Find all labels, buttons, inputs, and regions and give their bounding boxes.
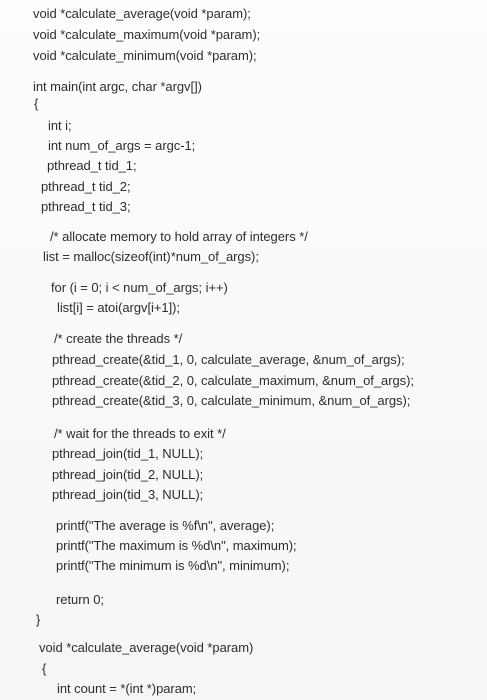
code-line: printf("The average is %f\n", average);	[56, 518, 275, 533]
code-line: void *calculate_average(void *param)	[39, 640, 254, 655]
code-line: pthread_t tid_2;	[41, 179, 131, 194]
code-line: printf("The maximum is %d\n", maximum);	[56, 538, 297, 553]
code-line: pthread_create(&tid_2, 0, calculate_maximum, &num_of_args);	[52, 373, 414, 388]
code-line: int i;	[48, 118, 72, 133]
code-line: {	[42, 661, 47, 676]
code-line: pthread_join(tid_2, NULL);	[52, 467, 204, 482]
code-line: printf("The minimum is %d\n", minimum);	[56, 558, 290, 573]
code-line: list[i] = atoi(argv[i+1]);	[57, 300, 180, 315]
code-line: pthread_join(tid_1, NULL);	[52, 446, 204, 461]
code-line: list = malloc(sizeof(int)*num_of_args);	[43, 249, 259, 264]
code-line: for (i = 0; i < num_of_args; i++)	[51, 280, 228, 295]
code-line: pthread_create(&tid_1, 0, calculate_average, &num_of_args);	[52, 352, 405, 367]
code-line: void *calculate_maximum(void *param);	[33, 27, 261, 42]
code-line: return 0;	[56, 592, 104, 607]
code-line: int count = *(int *)param;	[57, 681, 197, 696]
code-line: /* allocate memory to hold array of integers */	[50, 229, 308, 244]
code-line: {	[34, 96, 39, 111]
code-line: /* create the threads */	[54, 331, 183, 346]
code-line: /* wait for the threads to exit */	[54, 426, 226, 441]
code-line: }	[36, 612, 41, 627]
code-line: pthread_t tid_3;	[41, 199, 131, 214]
code-line: pthread_create(&tid_3, 0, calculate_minimum, &num_of_args);	[52, 393, 411, 408]
code-line: int num_of_args = argc-1;	[48, 138, 196, 153]
code-line: void *calculate_average(void *param);	[33, 6, 251, 21]
code-line: void *calculate_minimum(void *param);	[33, 48, 257, 63]
code-line: pthread_t tid_1;	[47, 158, 137, 173]
code-line: int main(int argc, char *argv[])	[33, 79, 202, 94]
code-line: pthread_join(tid_3, NULL);	[52, 487, 204, 502]
